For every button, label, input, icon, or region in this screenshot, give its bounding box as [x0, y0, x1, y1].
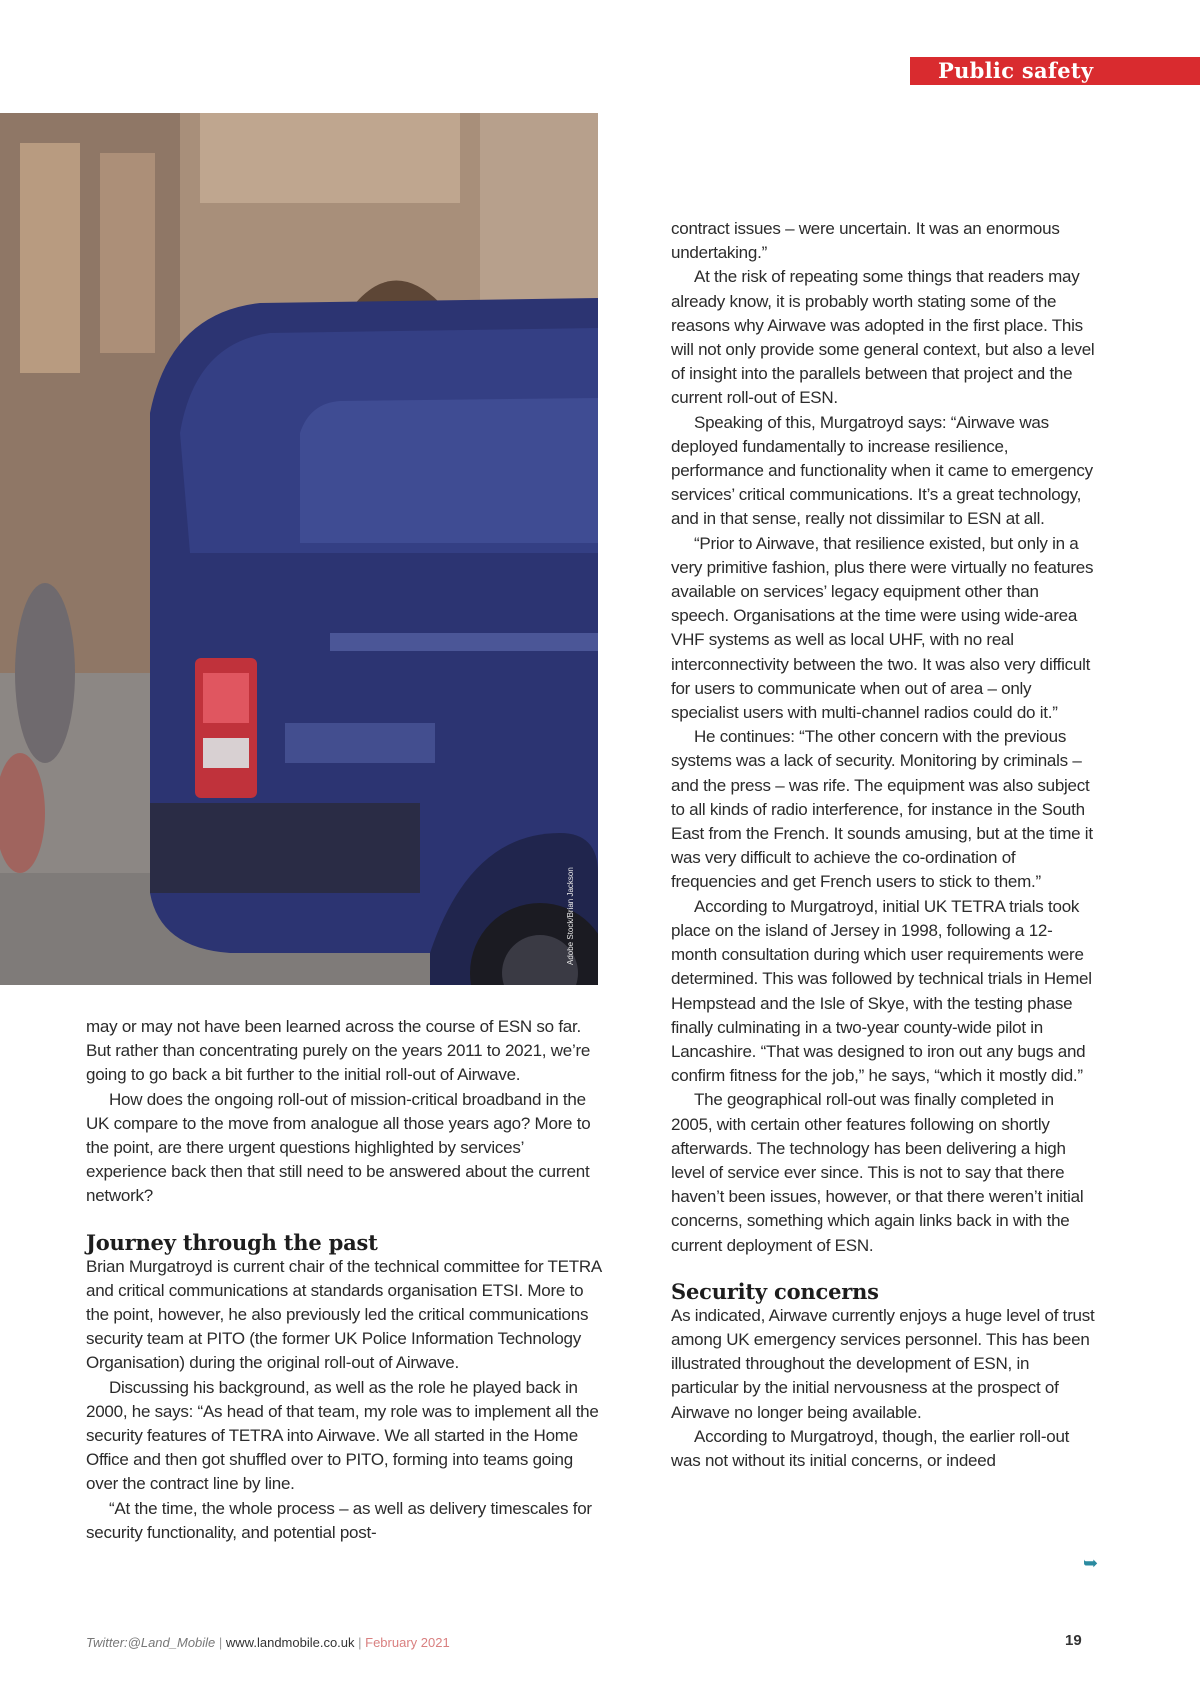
photo-credit: Adobe Stock/Brian Jackson: [566, 867, 575, 965]
paragraph: According to Murgatroyd, initial UK TETRA trials took place on the island of Jersey in 1998, following a 12-month consultation during which user requirements were determined. This was followed by technical trials in Hemel Hempstead and the Isle of Skye, with the testing phase finally culminating in a two-year county-wide pilot in Lancashire. “That was designed to iron out any bugs and confirm fitness for the job,” he says, “which it mostly did.”: [671, 896, 1092, 1086]
paragraph: Speaking of this, Murgatroyd says: “Airwave was deployed fundamentally to increase resilience, performance and functionality when it came to emergency services’ critical communications. It’s a great technology, and in that sense, really not dissimilar to ESN at all.: [671, 412, 1093, 529]
paragraph: contract issues – were uncertain. It was an enormous undertaking.”: [671, 219, 1060, 263]
page-number: 19: [1065, 1632, 1082, 1649]
footer-separator: |: [215, 1635, 226, 1650]
section-heading: Journey through the past: [86, 1229, 378, 1255]
footer-twitter[interactable]: Twitter:@Land_Mobile: [86, 1635, 216, 1650]
paragraph: Brian Murgatroyd is current chair of the technical committee for TETRA and critical communications at standards organisation ETSI. More to the point, however, he also previously led the critical communications security team at PITO (the former UK Police Information Technology Organisation) during the original roll-out of Airwave.: [86, 1256, 602, 1373]
footer-separator: |: [354, 1635, 366, 1650]
section-heading: Security concerns: [671, 1278, 879, 1304]
paragraph: Discussing his background, as well as the role he played back in 2000, he says: “As head of that team, my role was to implement all the security features of TETRA into Airwave. We all started in the Home Office and then got shuffled over to PITO, forming into teams going over the contract line by line.: [86, 1377, 599, 1494]
right-column: [671, 217, 1095, 1473]
footer-url[interactable]: www.landmobile.co.uk: [225, 1635, 355, 1650]
paragraph: How does the ongoing roll-out of mission-critical broadband in the UK compare to the move from analogue all those years ago? More to the point, are there urgent questions highlighted by services’ experience back then that still need to be answered about the current network?: [86, 1089, 591, 1206]
footer: [86, 1635, 450, 1650]
paragraph: The geographical roll-out was finally completed in 2005, with certain other features following on shortly afterwards. The technology has been delivering a high level of service ever since. This is not to say that there haven’t been issues, however, or that there weren’t initial concerns, something which again links back in with the current deployment of ESN.: [671, 1090, 1084, 1255]
paragraph: “At the time, the whole process – as well as delivery timescales for security functionality, and potential post-: [86, 1498, 592, 1542]
paragraph: “Prior to Airwave, that resilience existed, but only in a very primitive fashion, plus there were virtually no features available on services’ legacy equipment other than speech. Organisations at the time were using wide-area VHF systems as well as local UHF, with no real interconnectivity between the two. It was also very difficult for users to communicate when out of area – only specialist users with multi-channel radios could do it.”: [671, 533, 1094, 723]
paragraph: He continues: “The other concern with the previous systems was a lack of security. Monitoring by criminals – and the press – was rife. The equipment was also subject to all kinds of radio interference, for instance in the South East from the French. It sounds amusing, but at the time it was very difficult to achieve the co-ordination of frequencies and get French users to stick to them.”: [671, 727, 1093, 892]
paragraph: As indicated, Airwave currently enjoys a huge level of trust among UK emergency services personnel. This has been illustrated throughout the development of ESN, in particular by the initial nervousness at the prospect of Airwave no longer being available.: [671, 1305, 1095, 1422]
van-photo: [0, 113, 598, 985]
left-column: [86, 1015, 602, 1545]
paragraph: may or may not have been learned across the course of ESN so far. But rather than concentrating purely on the years 2011 to 2021, we’re going to go back a bit further to the initial roll-out of Airwave.: [86, 1017, 591, 1085]
continue-arrow-icon: ➥: [1083, 1553, 1099, 1574]
paragraph: According to Murgatroyd, though, the earlier roll-out was not without its initial concerns, or indeed: [671, 1426, 1070, 1470]
van-photo-icon: [0, 113, 598, 985]
paragraph: At the risk of repeating some things that readers may already know, it is probably worth stating some of the reasons why Airwave was adopted in the first place. This will not only provide some general context, but also a level of insight into the parallels between that project and the current roll-out of ESN.: [671, 267, 1095, 408]
section-label: Public safety: [910, 57, 1200, 85]
footer-date: February 2021: [365, 1635, 450, 1650]
